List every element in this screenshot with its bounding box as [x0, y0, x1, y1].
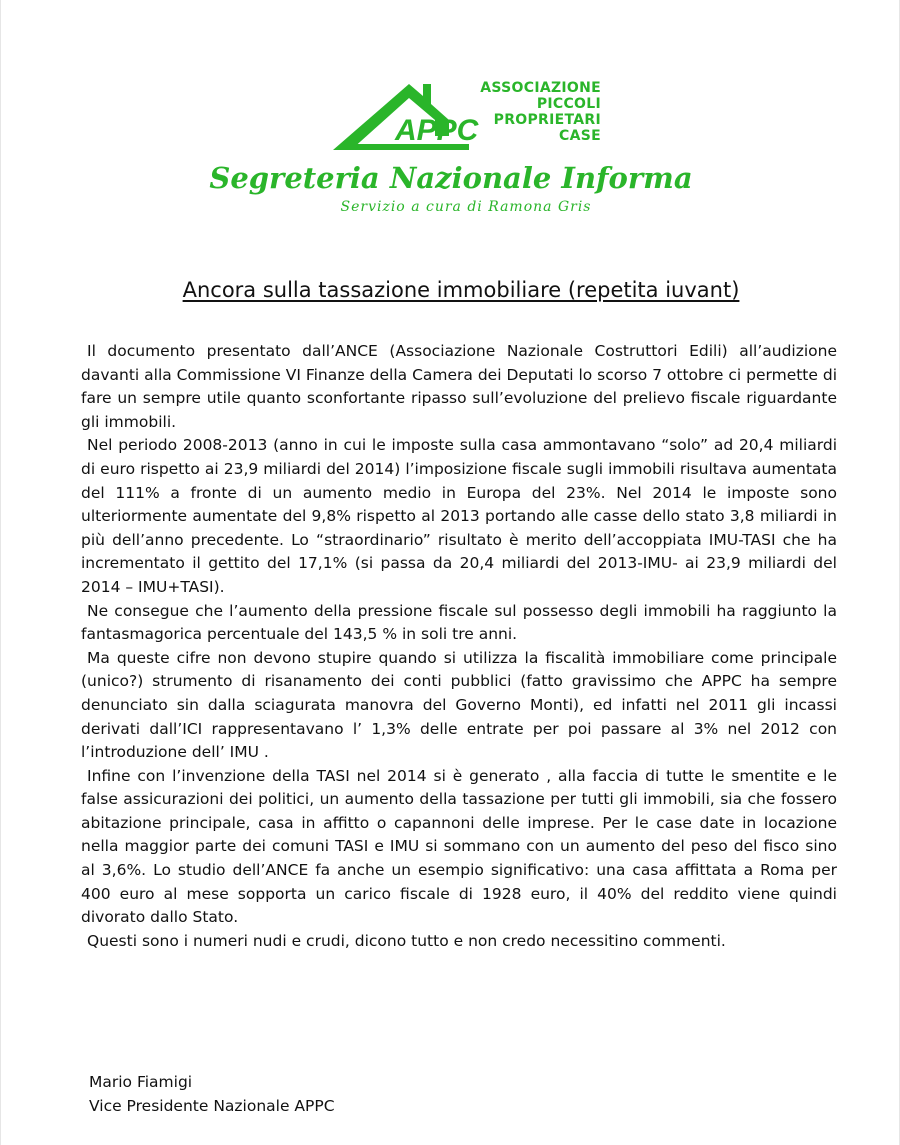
newsletter-headline: Segreteria Nazionale Informa	[209, 161, 693, 195]
article-body	[81, 340, 837, 953]
paragraph: Il documento presentato dall’ANCE (Associazione Nazionale Costruttori Edili) all’audizione davanti alla Commissione VI Finanze della Camera dei Deputati lo scorso 7 ottobre ci permette di fare un sempre utile quanto sconfortante ripasso sull’evoluzione del prelievo fiscale riguardante gli immobili.	[81, 342, 837, 431]
signature-name: Mario Fiamigi	[89, 1073, 193, 1091]
paragraph: Ma queste cifre non devono stupire quando si utilizza la fiscalità immobiliare come principale (unico?) strumento di risanamento dei conti pubblici (fatto gravissimo che APPC ha sempre denunciato sin dalla sciagurata manovra del Governo Monti), ed infatti nel 2011 gli incassi derivati dall’ICI rappresentavano l’ 1,3% delle entrate per poi passare al 3% nel 2012 con l’introduzione dell’ IMU .	[81, 648, 837, 762]
document-title: Ancora sulla tassazione immobiliare (repetita iuvant)	[182, 278, 740, 303]
logo-lettering: APPC	[395, 114, 479, 147]
service-credit: Servizio a cura di Ramona Gris	[340, 199, 592, 215]
appc-logo	[331, 78, 491, 158]
org-name-line: ASSOCIAZIONE	[480, 80, 601, 96]
paragraph: Ne consegue che l’aumento della pressione fiscale sul possesso degli immobili ha raggiunto la fantasmagorica percentuale del 143,5 % in soli tre anni.	[81, 601, 837, 644]
paragraph: Questi sono i numeri nudi e crudi, dicono tutto e non credo necessitino commenti.	[87, 931, 726, 950]
signature-role: Vice Presidente Nazionale APPC	[89, 1097, 335, 1115]
org-name-line: PICCOLI	[536, 96, 601, 112]
org-name-line: CASE	[559, 128, 601, 144]
signature-block	[89, 1070, 335, 1118]
org-name-line: PROPRIETARI	[493, 112, 601, 128]
paragraph: Nel periodo 2008-2013 (anno in cui le imposte sulla casa ammontavano “solo” ad 20,4 miliardi di euro rispetto ai 23,9 miliardi del 2014) l’imposizione fiscale sugli immobili risultava aumentata del 111% a fronte di un aumento medio in Europa del 23%. Nel 2014 le imposte sono ulteriormente aumentate del 9,8% rispetto al 2013 portando alle casse dello stato 3,8 miliardi in più dell’anno precedente. Lo “straordinario” risultato è merito dell’accoppiata IMU-TASI che ha incrementato il gettito del 17,1% (si passa da 20,4 miliardi del 2013-IMU- ai 23,9 miliardi del 2014 – IMU+TASI).	[81, 436, 837, 596]
paragraph: Infine con l’invenzione della TASI nel 2014 si è generato , alla faccia di tutte le smentite e le false assicurazioni dei politici, un aumento della tassazione per tutti gli immobili, sia che fossero abitazione principale, casa in affitto o capannoni delle imprese. Per le case date in locazione nella maggior parte dei comuni TASI e IMU si sommano con un aumento del peso del fisco sino al 3,6%. Lo studio dell’ANCE fa anche un esempio significativo: una casa affittata a Roma per 400 euro al mese sopporta un carico fiscale di 1928 euro, il 40% del reddito viene quindi divorato dallo Stato.	[81, 766, 837, 927]
organization-name	[471, 80, 601, 144]
